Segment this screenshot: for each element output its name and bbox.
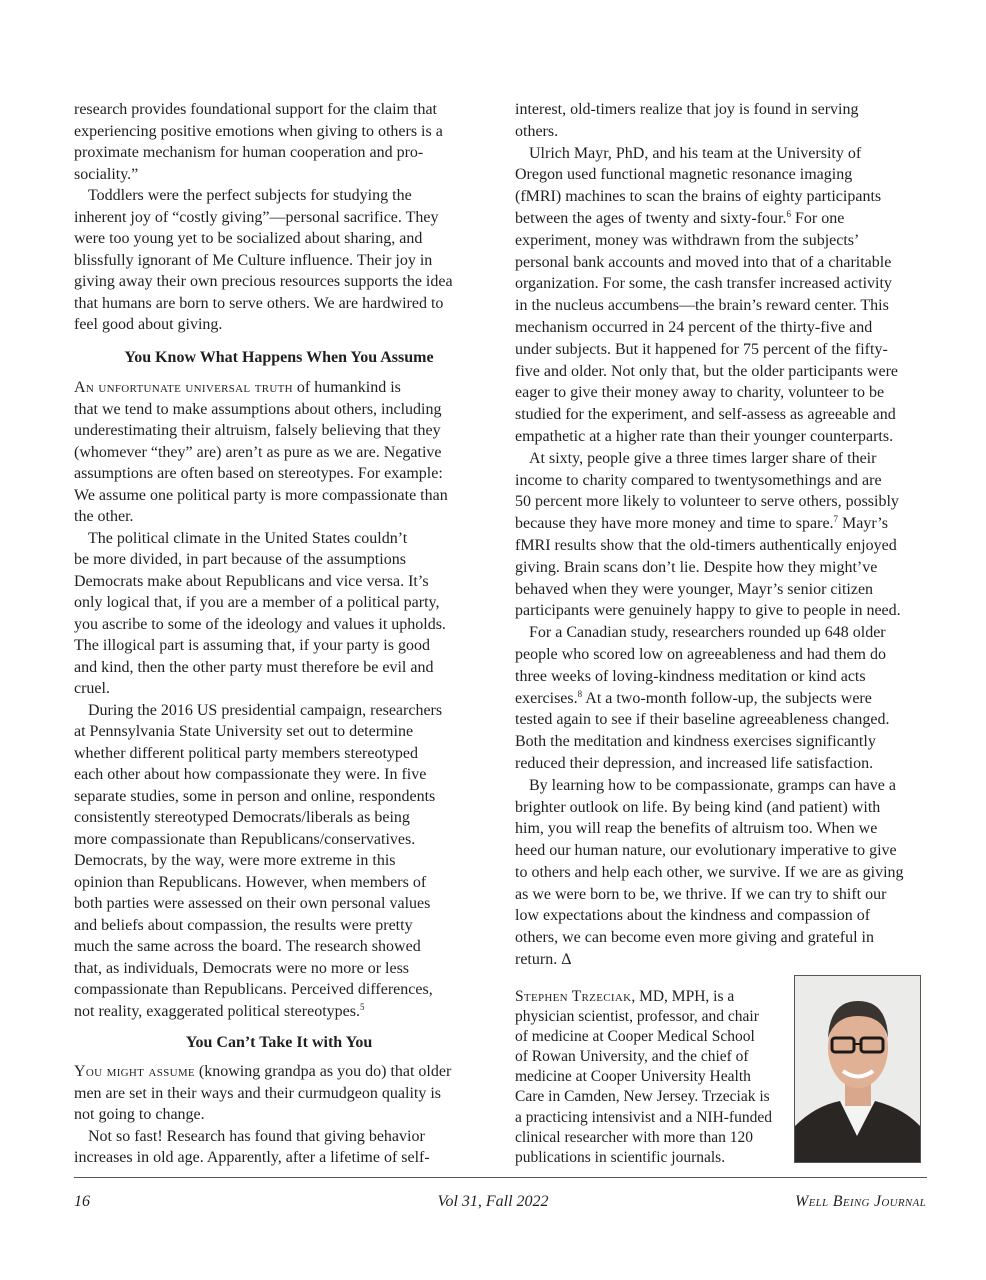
- line-text: low expectations about the kindness and compassion of: [515, 907, 871, 925]
- line-text: each other about how compassionate they were. In five: [74, 766, 427, 783]
- line-text: 50 percent more likely to volunteer to serve others, possibly: [515, 493, 899, 511]
- line-text: assumptions are often based on stereotypes. For example:: [74, 465, 443, 482]
- line-text: interest, old-timers realize that joy is found in serving: [515, 101, 859, 118]
- text-line: [74, 850, 448, 872]
- line-text: both parties were assessed on their own personal values: [74, 895, 431, 912]
- footnote-reference: 6: [786, 208, 791, 219]
- text-line: [74, 743, 448, 765]
- line-text: Both the meditation and kindness exercises significantly: [515, 733, 876, 751]
- text-line: [515, 753, 904, 775]
- text-line: [515, 317, 904, 339]
- text-line: [74, 721, 448, 743]
- line-text: others.: [515, 122, 559, 140]
- line-text: of medicine at Cooper Medical School: [515, 1028, 755, 1046]
- text-line: [515, 797, 904, 819]
- text-line: [515, 143, 904, 165]
- text-line: [74, 142, 453, 164]
- text-line: [515, 1108, 772, 1128]
- text-line: [515, 186, 904, 208]
- line-text: between the ages of twenty and sixty-four.: [515, 209, 787, 227]
- text-line: [74, 915, 448, 937]
- text-line: [74, 1147, 451, 1169]
- text-line: [74, 549, 448, 571]
- line-text: in the nucleus accumbens—the brain’s reward center. This: [515, 297, 889, 315]
- line-text: behaved when they were younger, Mayr’s senior citizen: [515, 580, 874, 598]
- text-line: [515, 448, 904, 470]
- footer-divider: [74, 1177, 927, 1178]
- line-text: , MD, MPH, is a: [631, 988, 735, 1005]
- text-line: [515, 731, 904, 753]
- text-line: [74, 678, 448, 700]
- text-line: [515, 949, 904, 971]
- line-text: that humans are born to serve others. We are hardwired to: [74, 294, 444, 312]
- line-text: studied for the experiment, and self-assess as agreeable and: [515, 406, 896, 424]
- line-text: him, you will reap the benefits of altruism too. When we: [515, 820, 878, 838]
- line-text: of humankind is: [292, 379, 401, 396]
- text-line: [74, 528, 448, 550]
- line-text: (fMRI) machines to scan the brains of eighty participants: [515, 188, 882, 206]
- text-line: [515, 840, 904, 862]
- text-line: [515, 1067, 772, 1087]
- line-text: not going to change.: [74, 1106, 205, 1123]
- line-text: For one: [790, 209, 845, 227]
- line-text: more compassionate than Republicans/conservatives.: [74, 830, 416, 848]
- text-line: [515, 905, 904, 927]
- text-line: [74, 250, 453, 272]
- text-line: [74, 420, 448, 442]
- text-line: [74, 979, 448, 1001]
- text-line: [515, 775, 904, 797]
- issue-label: Vol 31, Fall 2022: [437, 1193, 549, 1210]
- line-text: Oregon used functional magnetic resonance imaging: [515, 166, 853, 184]
- section-heading: You Can’t Take It with You: [185, 1034, 373, 1051]
- text-line: [515, 470, 904, 492]
- text-line: [74, 786, 448, 808]
- author-bio: [515, 987, 772, 1168]
- text-line: [74, 807, 448, 829]
- line-text: Toddlers were the perfect subjects for studying the: [88, 187, 412, 204]
- text-line: [515, 339, 904, 361]
- text-line: [74, 936, 448, 958]
- text-line: [515, 1027, 772, 1047]
- text-line: [515, 927, 904, 949]
- text-line: [74, 1001, 448, 1023]
- line-text: under subjects. But it happened for 75 percent of the fifty-: [515, 340, 888, 358]
- text-line: [515, 230, 904, 252]
- text-line: [515, 361, 904, 383]
- text-line: [74, 1126, 451, 1148]
- text-line: [515, 426, 904, 448]
- line-text: fMRI results show that the old-timers authentically enjoyed: [515, 536, 897, 554]
- text-line: [515, 557, 904, 579]
- line-text: Ulrich Mayr, PhD, and his team at the University of: [529, 144, 862, 162]
- small-caps-lead-in: Stephen Trzeciak: [515, 988, 632, 1005]
- line-text: clinical researcher with more than 120: [515, 1128, 753, 1146]
- line-text: feel good about giving.: [74, 316, 223, 333]
- text-line: [74, 872, 448, 894]
- line-text: Democrats, by the way, were more extreme in this: [74, 852, 396, 869]
- line-text: the other.: [74, 508, 134, 525]
- author-portrait-image: [795, 976, 920, 1162]
- line-text: that, as individuals, Democrats were no more or less: [74, 959, 410, 977]
- line-text: proximate mechanism for human cooperation and pro-: [74, 144, 424, 161]
- line-text: eager to give their money away to charity, volunteer to be: [515, 384, 885, 402]
- line-text: reduced their depression, and increased life satisfaction.: [515, 754, 874, 772]
- text-line: [74, 314, 453, 336]
- text-line: [74, 99, 453, 121]
- text-line: [74, 399, 448, 421]
- text-line: [74, 958, 448, 980]
- line-text: giving. Brain scans don’t lie. Despite how they might’ve: [515, 558, 878, 576]
- small-caps-lead-in: You might assume: [74, 1063, 195, 1080]
- text-line: [74, 592, 448, 614]
- footnote-reference: 5: [359, 1001, 365, 1012]
- text-line: [74, 293, 453, 315]
- text-line: [74, 185, 453, 207]
- line-text: income to charity compared to twentysomethings and are: [515, 471, 882, 489]
- text-line: [74, 1083, 451, 1105]
- line-text: inherent joy of “costly giving”—personal sacrifice. They: [74, 208, 439, 226]
- text-line: [515, 1047, 772, 1067]
- text-line: [74, 506, 448, 528]
- text-line: [515, 1007, 772, 1027]
- line-text: of Rowan University, and the chief of: [515, 1048, 749, 1066]
- line-text: The political climate in the United States couldn’t: [88, 529, 408, 547]
- text-line: [515, 862, 904, 884]
- line-text: cruel.: [74, 680, 110, 697]
- line-text: (whomever “they” are) aren’t as pure as we are. Negative: [74, 443, 442, 461]
- text-line: [515, 987, 772, 1007]
- line-text: tested again to see if their baseline agreeableness changed.: [515, 711, 890, 729]
- line-text: Care in Camden, New Jersey. Trzeciak is: [515, 1088, 770, 1106]
- line-text: At sixty, people give a three times larger share of their: [529, 449, 877, 467]
- text-line: [515, 404, 904, 426]
- text-line: [515, 164, 904, 186]
- text-line: [74, 614, 448, 636]
- line-text: research provides foundational support for the claim that: [74, 101, 437, 118]
- text-line: [74, 829, 448, 851]
- line-text: a practicing intensivist and a NIH-funded: [515, 1108, 772, 1126]
- line-text: (knowing grandpa as you do) that older: [194, 1063, 452, 1080]
- text-line: [74, 121, 453, 143]
- line-text: heed our human nature, our evolutionary imperative to give: [515, 842, 897, 860]
- text-line: [515, 622, 904, 644]
- left-column-assume-section: [74, 377, 448, 1022]
- text-line: [74, 764, 448, 786]
- line-text: people who scored low on agreeableness and had them do: [515, 645, 886, 663]
- line-text: others, we can become even more giving and grateful in: [515, 929, 874, 947]
- line-text: to others and help each other, we survive. If we are as giving: [515, 863, 904, 881]
- text-line: [515, 644, 904, 666]
- footnote-reference: 8: [577, 688, 583, 699]
- line-text: experiencing positive emotions when giving to others is a: [74, 122, 443, 140]
- line-text: Not so fast! Research has found that giving behavior: [88, 1127, 425, 1145]
- text-line: [515, 884, 904, 906]
- line-text: At a two-month follow-up, the subjects were: [582, 689, 872, 707]
- line-text: separate studies, some in person and online, respondents: [74, 787, 436, 805]
- text-line: [515, 688, 904, 710]
- line-text: blissfully ignorant of Me Culture influence. Their joy in: [74, 251, 433, 269]
- line-text: underestimating their altruism, falsely believing that they: [74, 422, 441, 439]
- line-text: exercises.: [515, 689, 578, 707]
- page-number: 16: [74, 1193, 90, 1210]
- line-text: because they have more money and time to spare.: [515, 515, 834, 533]
- line-text: increases in old age. Apparently, after a lifetime of self-: [74, 1149, 430, 1166]
- text-line: [74, 228, 453, 250]
- text-line: [74, 207, 453, 229]
- text-line: [515, 709, 904, 731]
- line-text: medicine at Cooper University Health: [515, 1068, 751, 1086]
- text-line: [515, 1128, 772, 1148]
- text-line: [74, 485, 448, 507]
- text-line: [515, 1148, 772, 1168]
- text-line: [74, 1104, 451, 1126]
- text-line: [74, 377, 448, 399]
- line-text: not reality, exaggerated political stereotypes.: [74, 1002, 360, 1020]
- line-text: be more divided, in part because of the assumptions: [74, 551, 406, 568]
- small-caps-lead-in: An unfortunate universal truth: [74, 379, 293, 396]
- line-text: sociality.”: [74, 165, 139, 183]
- line-text: mechanism occurred in 24 percent of the thirty-five and: [515, 318, 873, 336]
- line-text: publications in scientific journals.: [515, 1148, 726, 1166]
- line-text: five and older. Not only that, but the older participants were: [515, 362, 898, 380]
- journal-name: Well Being Journal: [794, 1193, 926, 1210]
- text-line: [515, 295, 904, 317]
- text-line: [74, 571, 448, 593]
- text-line: [515, 818, 904, 840]
- line-text: The illogical part is assuming that, if your party is good: [74, 637, 430, 654]
- line-text: physician scientist, professor, and chair: [515, 1008, 759, 1026]
- text-line: [515, 491, 904, 513]
- line-text: men are set in their ways and their curmudgeon quality is: [74, 1084, 442, 1102]
- line-text: much the same across the board. The research showed: [74, 938, 421, 955]
- text-line: [515, 121, 904, 143]
- footnote-reference: 7: [833, 514, 839, 525]
- line-text: During the 2016 US presidential campaign, researchers: [88, 701, 443, 719]
- text-line: [515, 600, 904, 622]
- line-text: consistently stereotyped Democrats/liberals as being: [74, 809, 410, 826]
- text-line: [515, 579, 904, 601]
- line-text: return. Δ: [515, 951, 572, 969]
- left-column-intro: [74, 99, 453, 336]
- text-line: [515, 252, 904, 274]
- line-text: that we tend to make assumptions about others, including: [74, 400, 442, 418]
- text-line: [515, 513, 904, 535]
- line-text: only logical that, if you are a member of a political party,: [74, 594, 440, 611]
- text-line: [515, 273, 904, 295]
- line-text: at Pennsylvania State University set out to determine: [74, 723, 414, 740]
- text-line: [74, 442, 448, 464]
- line-text: organization. For some, the cash transfer increased activity: [515, 275, 892, 293]
- line-text: compassionate than Republicans. Perceived differences,: [74, 981, 433, 998]
- line-text: whether different political party members stereotyped: [74, 744, 419, 762]
- line-text: experiment, money was withdrawn from the subjects’: [515, 231, 860, 249]
- line-text: and kind, then the other party must therefore be evil and: [74, 658, 434, 676]
- line-text: opinion than Republicans. However, when members of: [74, 873, 427, 891]
- line-text: We assume one political party is more compassionate than: [74, 486, 448, 504]
- text-line: [515, 1087, 772, 1107]
- line-text: three weeks of loving-kindness meditation or kind acts: [515, 667, 866, 685]
- line-text: personal bank accounts and moved into that of a charitable: [515, 253, 892, 271]
- line-text: you ascribe to some of the ideology and values it upholds.: [74, 615, 446, 633]
- text-line: [74, 1061, 451, 1083]
- text-line: [515, 666, 904, 688]
- text-line: [74, 893, 448, 915]
- text-line: [74, 635, 448, 657]
- text-line: [74, 164, 453, 186]
- line-text: giving away their own precious resources supports the idea: [74, 273, 453, 290]
- text-line: [515, 382, 904, 404]
- text-line: [74, 657, 448, 679]
- text-line: [74, 463, 448, 485]
- line-text: empathetic at a higher rate than their younger counterparts.: [515, 427, 894, 445]
- text-line: [74, 700, 448, 722]
- line-text: and beliefs about compassion, the results were pretty: [74, 916, 413, 934]
- line-text: By learning how to be compassionate, gramps can have a: [529, 776, 896, 794]
- right-column-text: [515, 99, 904, 971]
- author-photo: [794, 975, 921, 1163]
- text-line: [515, 99, 904, 121]
- line-text: were too young yet to be socialized about sharing, and: [74, 230, 423, 247]
- line-text: Democrats make about Republicans and vice versa. It’s: [74, 572, 429, 590]
- line-text: Mayr’s: [838, 515, 888, 533]
- line-text: participants were genuinely happy to give to people in need.: [515, 602, 901, 620]
- line-text: For a Canadian study, researchers rounded up 648 older: [529, 624, 886, 642]
- line-text: as we were born to be, we thrive. If we can try to shift our: [515, 885, 887, 903]
- text-line: [515, 208, 904, 230]
- text-line: [74, 271, 453, 293]
- left-column-take-it-section: [74, 1061, 451, 1169]
- text-line: [515, 535, 904, 557]
- line-text: brighter outlook on life. By being kind (and patient) with: [515, 798, 881, 816]
- section-heading: You Know What Happens When You Assume: [124, 349, 434, 366]
